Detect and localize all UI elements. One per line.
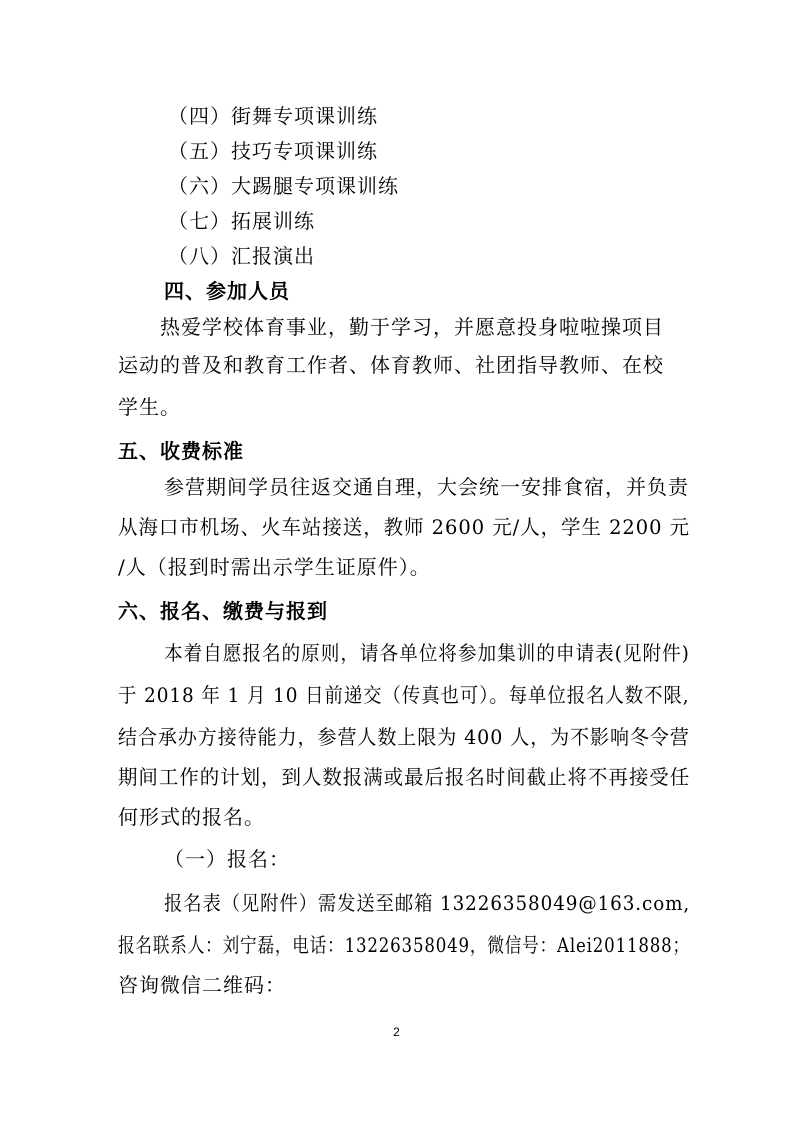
section-heading-registration: 六、报名、缴费与报到 (118, 599, 328, 623)
paragraph-line: 学生。 (118, 395, 181, 419)
paragraph-line: 从海口市机场、火车站接送，教师 2600 元/人，学生 2200 元 (118, 515, 691, 539)
contact-line-email: 报名表（见附件）需发送至邮箱 13226358049@163.com, (164, 891, 691, 915)
paragraph-line: 于 2018 年 1 月 10 日前递交（传真也可）。每单位报名人数不限, (118, 683, 690, 707)
list-item: （六）大踢腿专项课训练 (168, 174, 399, 198)
paragraph-line: 运动的普及和教育工作者、体育教师、社团指导教师、在校 (118, 353, 664, 377)
sub-heading-registration: （一）报名： (164, 847, 290, 871)
section-heading-fees: 五、收费标准 (118, 439, 244, 463)
paragraph-line: 何形式的报名。 (118, 805, 265, 829)
paragraph-line: 结合承办方接待能力，参营人数上限为 400 人，为不影响冬令营 (118, 725, 690, 749)
page-number: 2 (393, 1025, 400, 1039)
section-heading-participants: 四、参加人员 (164, 279, 290, 303)
paragraph-line: 参营期间学员往返交通自理，大会统一安排食宿，并负责 (164, 475, 689, 499)
paragraph-line: 期间工作的计划，到人数报满或最后报名时间截止将不再接受任 (118, 765, 691, 789)
list-item: （七）拓展训练 (168, 209, 315, 233)
paragraph-line: /人（报到时需出示学生证原件）。 (118, 555, 431, 579)
contact-line-phone: 报名联系人：刘宁磊，电话：13226358049，微信号：Alei2011888； (118, 933, 690, 957)
contact-line-qrcode: 咨询微信二维码： (118, 973, 286, 997)
list-item: （八）汇报演出 (168, 244, 315, 268)
paragraph-line: 本着自愿报名的原则，请各单位将参加集训的申请表(见附件) (164, 641, 690, 665)
list-item: （四）街舞专项课训练 (168, 104, 378, 128)
list-item: （五）技巧专项课训练 (168, 139, 378, 163)
paragraph-line: 热爱学校体育事业，勤于学习，并愿意投身啦啦操项目 (160, 315, 664, 339)
